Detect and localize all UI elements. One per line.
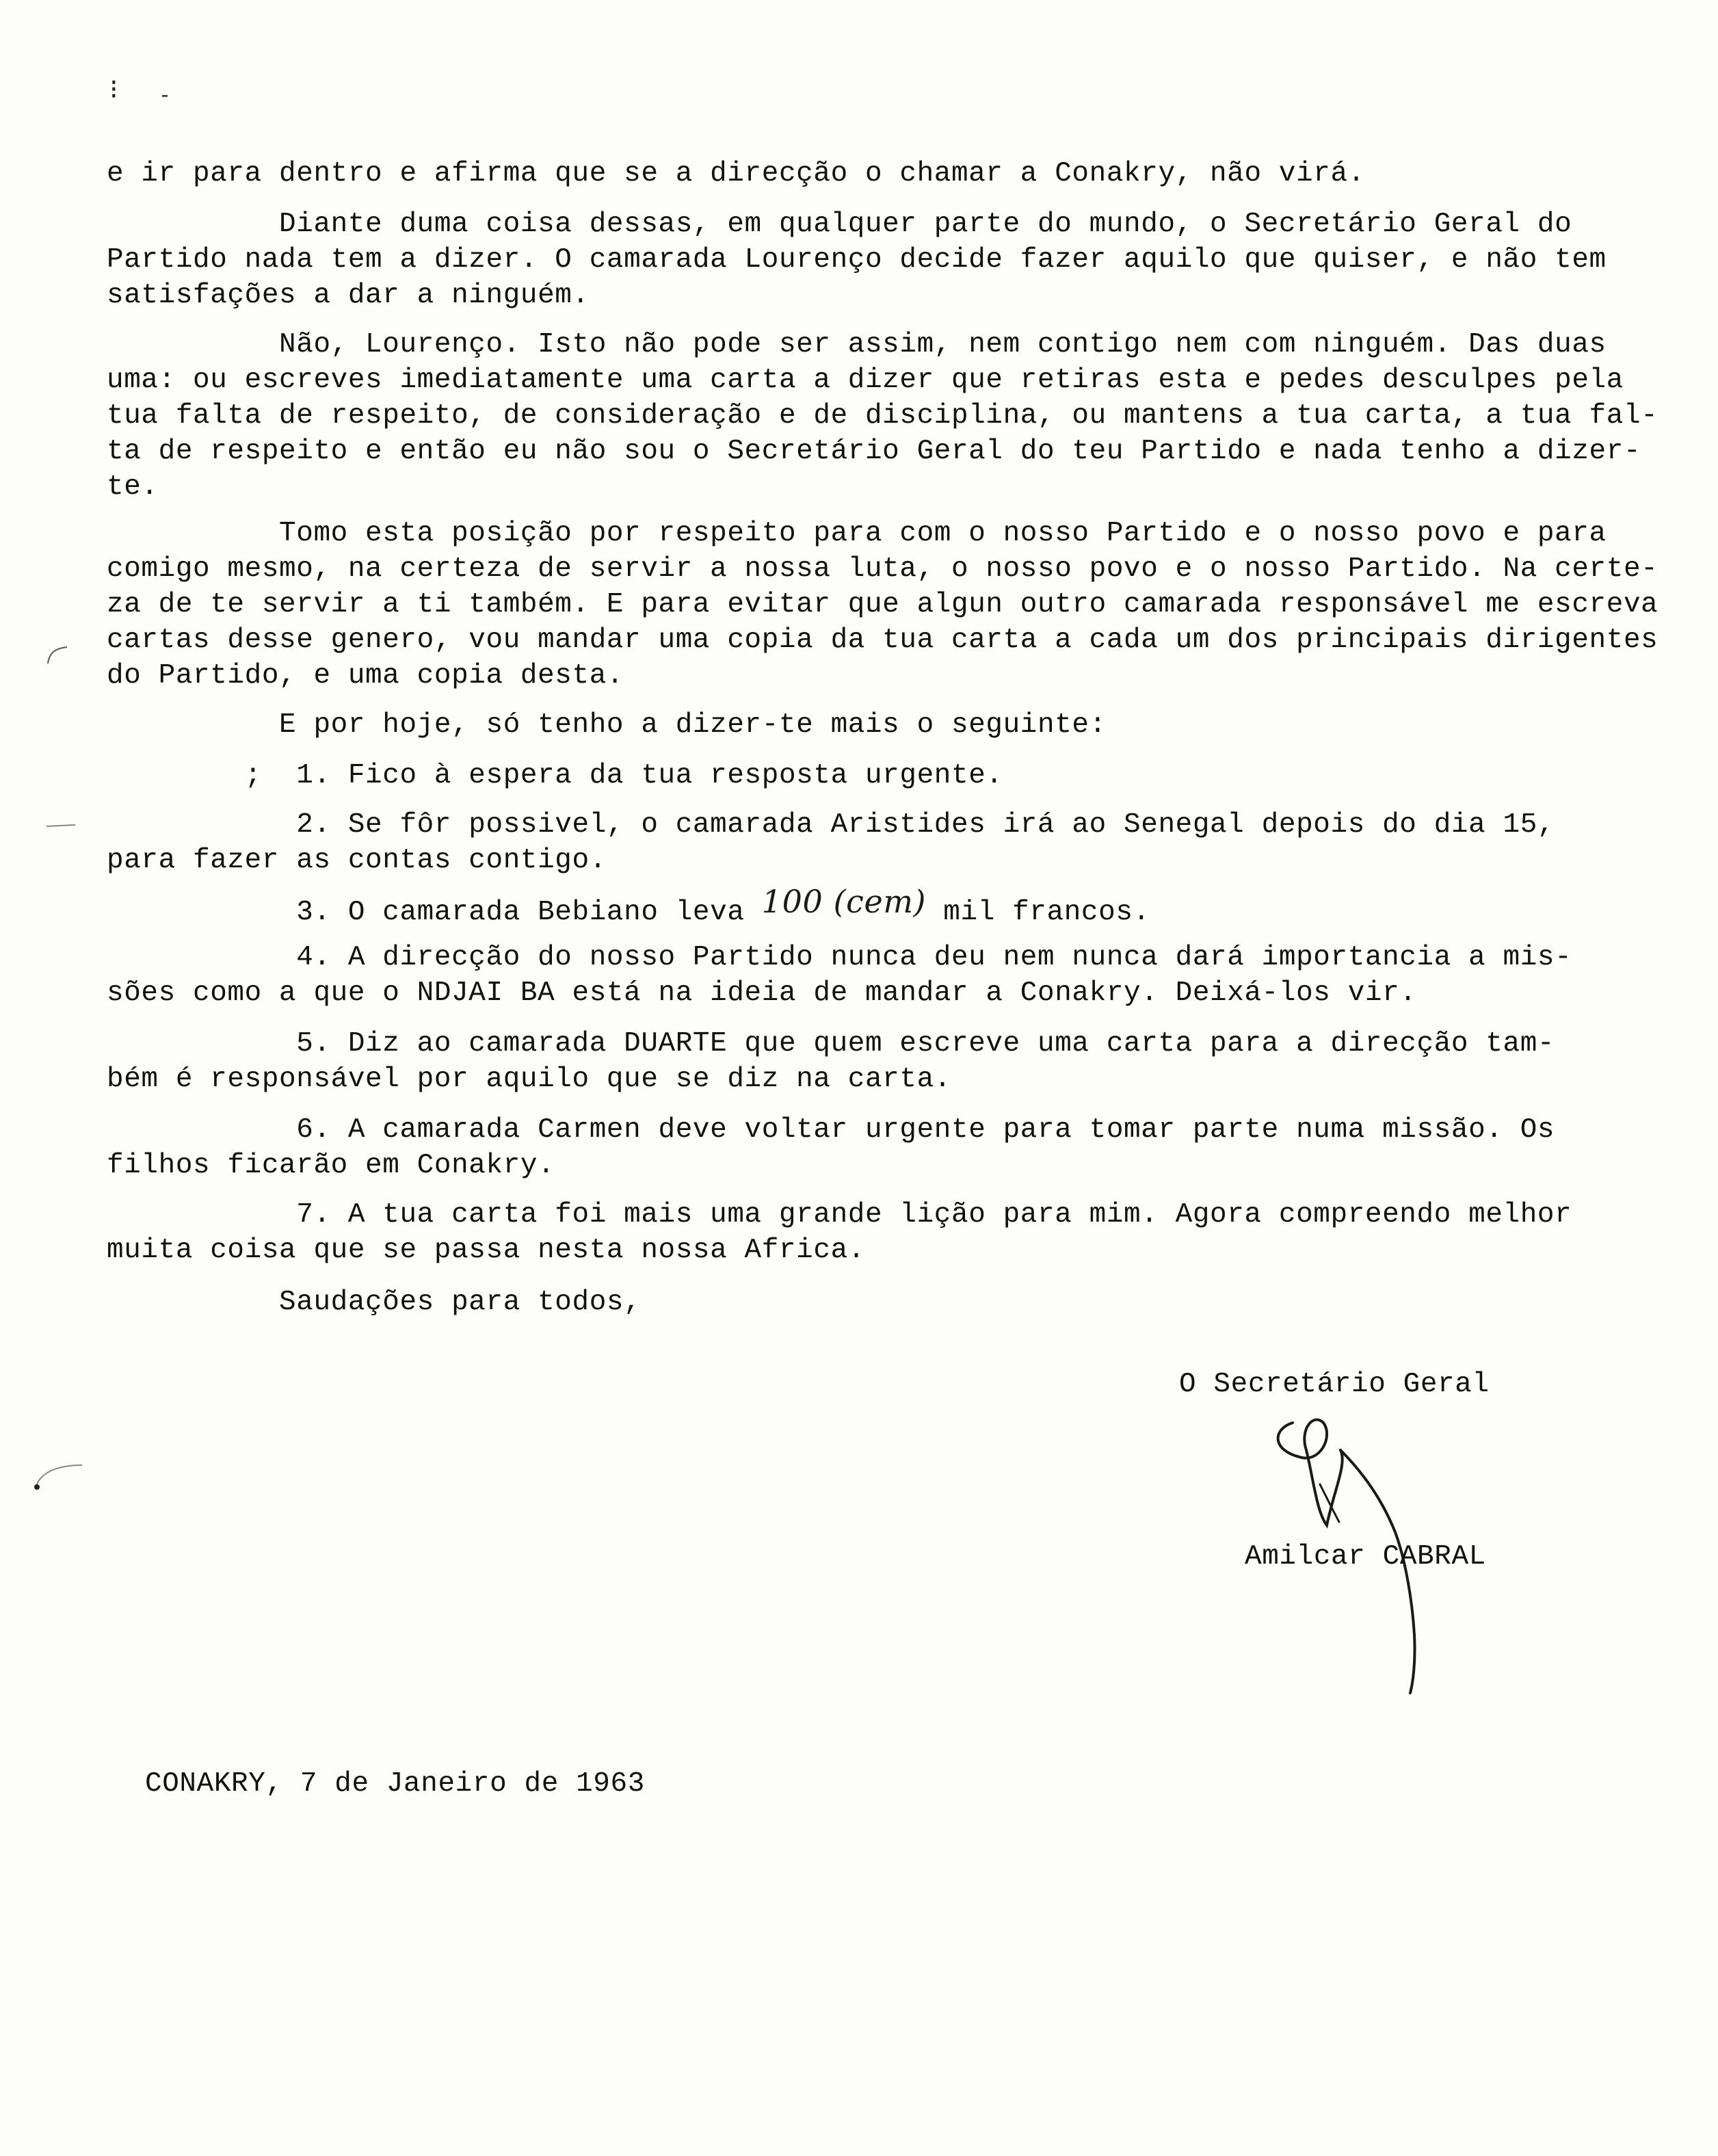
- margin-mark: [34, 636, 75, 677]
- text-line: filhos ficarão em Conakry.: [107, 1150, 555, 1181]
- margin-mark: [41, 815, 82, 836]
- text-line: te.: [107, 471, 159, 503]
- text-line: uma: ou escreves imediatamente uma carta a dizer que retiras esta e pedes desculpes pela: [107, 365, 1624, 396]
- text-line: Não, Lourenço. Isto não pode ser assim, nem contigo nem com ninguém. Das duas: [107, 329, 1607, 360]
- text-line: satisfações a dar a ninguém.: [107, 280, 590, 311]
- text-line: Tomo esta posição por respeito para com o nosso Partido e o nosso povo e para: [107, 518, 1607, 549]
- text-line: e ir para dentro e afirma que se a direcção o chamar a Conakry, não virá.: [107, 158, 1365, 189]
- list-item-2: 2. Se fôr possivel, o camarada Aristides irá ao Senegal depois do dia 15,: [107, 809, 1555, 841]
- margin-mark: [27, 1457, 89, 1498]
- list-item-3: [107, 883, 1150, 930]
- corner-mark-left: ⁝: [109, 77, 118, 107]
- list-item-7: 7. A tua carta foi mais uma grande lição para mim. Agora compreendo melhor: [107, 1199, 1572, 1231]
- item-3-text-after: mil francos.: [926, 897, 1150, 928]
- signatory-name: Amilcar CABRAL: [1245, 1541, 1486, 1573]
- list-item-1: ; 1. Fico à espera da tua resposta urgente.: [107, 760, 1003, 791]
- text-line: tua falta de respeito, de consideração e de disciplina, ou mantens a tua carta, a tua fal-: [107, 400, 1658, 432]
- handwritten-amount: 100 (cem): [761, 883, 927, 920]
- text-line: ta de respeito e então eu não sou o Secretário Geral do teu Partido e nada tenho a dizer-: [107, 436, 1641, 467]
- list-item-5: 5. Diz ao camarada DUARTE que quem escreve uma carta para a direcção tam-: [107, 1028, 1555, 1060]
- text-line: comigo mesmo, na certeza de servir a nossa luta, o nosso povo e o nosso Partido. Na certe-: [107, 553, 1658, 585]
- place-and-date: CONAKRY, 7 de Janeiro de 1963: [145, 1768, 645, 1800]
- text-line: za de te servir a ti também. E para evitar que algun outro camarada responsável me escreva: [107, 589, 1658, 620]
- text-line: sões como a que o NDJAI BA está na ideia de mandar a Conakry. Deixá-los vir.: [107, 977, 1417, 1009]
- item-3-text-before: 3. O camarada Bebiano leva: [107, 897, 762, 928]
- text-line: cartas desse genero, vou mandar uma copia da tua carta a cada um dos principais dirigentes: [107, 625, 1658, 656]
- text-line: do Partido, e uma copia desta.: [107, 660, 624, 692]
- text-line: para fazer as contas contigo.: [107, 845, 607, 876]
- text-line: bém é responsável por aquilo que se diz na carta.: [107, 1064, 951, 1095]
- signatory-title: O Secretário Geral: [1179, 1369, 1490, 1400]
- list-item-6: 6. A camarada Carmen deve voltar urgente para tomar parte numa missão. Os: [107, 1114, 1555, 1146]
- text-line: muita coisa que se passa nesta nossa Africa.: [107, 1235, 865, 1266]
- text-line: Partido nada tem a dizer. O camarada Lourenço decide fazer aquilo que quiser, e não tem: [107, 244, 1607, 276]
- text-line: E por hoje, só tenho a dizer-te mais o seguinte:: [107, 709, 1107, 741]
- list-item-4: 4. A direcção do nosso Partido nunca deu nem nunca dará importancia a mis-: [107, 942, 1572, 973]
- text-line: Diante duma coisa dessas, em qualquer parte do mundo, o Secretário Geral do: [107, 209, 1572, 240]
- corner-mark-right: -: [159, 85, 172, 108]
- closing-salutation: Saudações para todos,: [107, 1287, 642, 1318]
